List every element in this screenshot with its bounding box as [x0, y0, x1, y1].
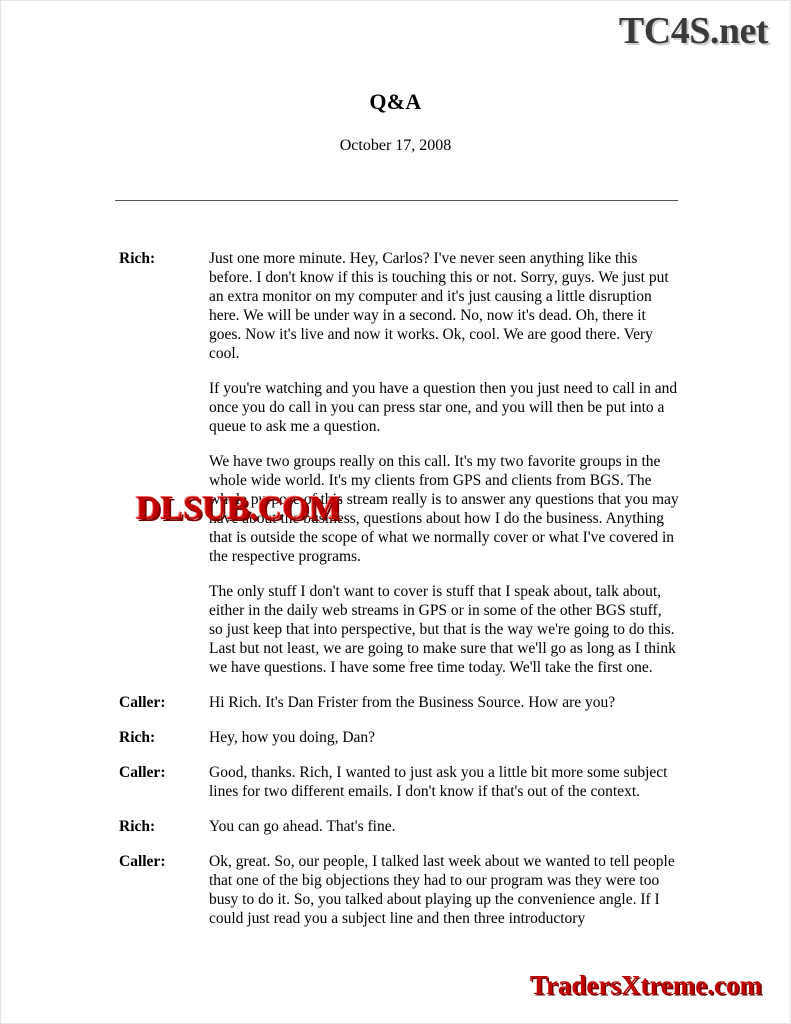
speech-block — [209, 852, 679, 928]
header-divider — [115, 200, 678, 201]
transcript-turn — [119, 728, 679, 747]
speech-paragraph: We have two groups really on this call. It's my two favorite groups in the whole wide world. It's my clients from GPS and clients from BGS. The whole purpose of this stream really is to answer any questions that you may have about the business, questions about how I do the business. Anything that is outside the scope of what we normally cover or what I've covered in the respective programs. — [209, 453, 679, 565]
document-header — [1, 89, 790, 155]
transcript-turn — [119, 817, 679, 836]
transcript-body — [119, 249, 679, 944]
speech-block — [209, 817, 679, 836]
speech-paragraph: Just one more minute. Hey, Carlos? I've never seen anything like this before. I don't know if this is touching this or not. Sorry, guys. We just put an extra monitor on my computer and it's just causing a little disruption here. We will be under way in a second. No, now it's dead. Oh, there it goes. Now it's live and now it works. Ok, cool. We are good there. Very cool. — [209, 250, 669, 362]
document-date: October 17, 2008 — [339, 137, 452, 154]
speech-paragraph: Hi Rich. It's Dan Frister from the Business Source. How are you? — [209, 694, 616, 711]
speech-block — [209, 249, 679, 677]
speech-paragraph: If you're watching and you have a question then you just need to call in and once you do call in you can press star one, and you will then be put into a queue to ask me a question. — [209, 380, 678, 435]
transcript-turn — [119, 763, 679, 801]
transcript-turn — [119, 852, 679, 928]
speech-paragraph: You can go ahead. That's fine. — [209, 818, 396, 835]
speaker-label: Caller: — [119, 764, 166, 781]
speech-paragraph: Ok, great. So, our people, I talked last week about we wanted to tell people that one of the big objections they had to our program was they were too busy to do it. So, you talked about playing up the convenience angle. If I could just read you a subject line and then three introductory — [209, 853, 675, 927]
center-watermark: DLSUB.COM — [136, 490, 341, 527]
transcript-turn — [119, 693, 679, 712]
speech-paragraph: Good, thanks. Rich, I wanted to just ask you a little bit more some subject lines for two different emails. I don't know if that's out of the context. — [209, 764, 668, 800]
transcript-turn — [119, 249, 679, 677]
top-right-watermark: TC4S.net — [618, 10, 768, 52]
speech-block — [209, 693, 679, 712]
speaker-label: Rich: — [119, 250, 156, 267]
speech-block — [209, 763, 679, 801]
page-title: Q&A — [369, 89, 422, 114]
speech-paragraph: The only stuff I don't want to cover is stuff that I speak about, talk about, either in the daily web streams in GPS or in some of the other BGS stuff, so just keep that into perspective, but that is the way we're going to do this. Last but not least, we are going to make sure that we'll go as long as I think we have questions. I have some free time today. We'll take the first one. — [209, 583, 676, 676]
speaker-label: Caller: — [119, 853, 166, 870]
speech-paragraph: Hey, how you doing, Dan? — [209, 729, 376, 746]
speaker-label: Rich: — [119, 729, 156, 746]
speaker-label: Rich: — [119, 818, 156, 835]
speaker-label: Caller: — [119, 694, 166, 711]
bottom-right-watermark: TradersXtreme.com — [529, 970, 762, 1000]
speech-block — [209, 728, 679, 747]
